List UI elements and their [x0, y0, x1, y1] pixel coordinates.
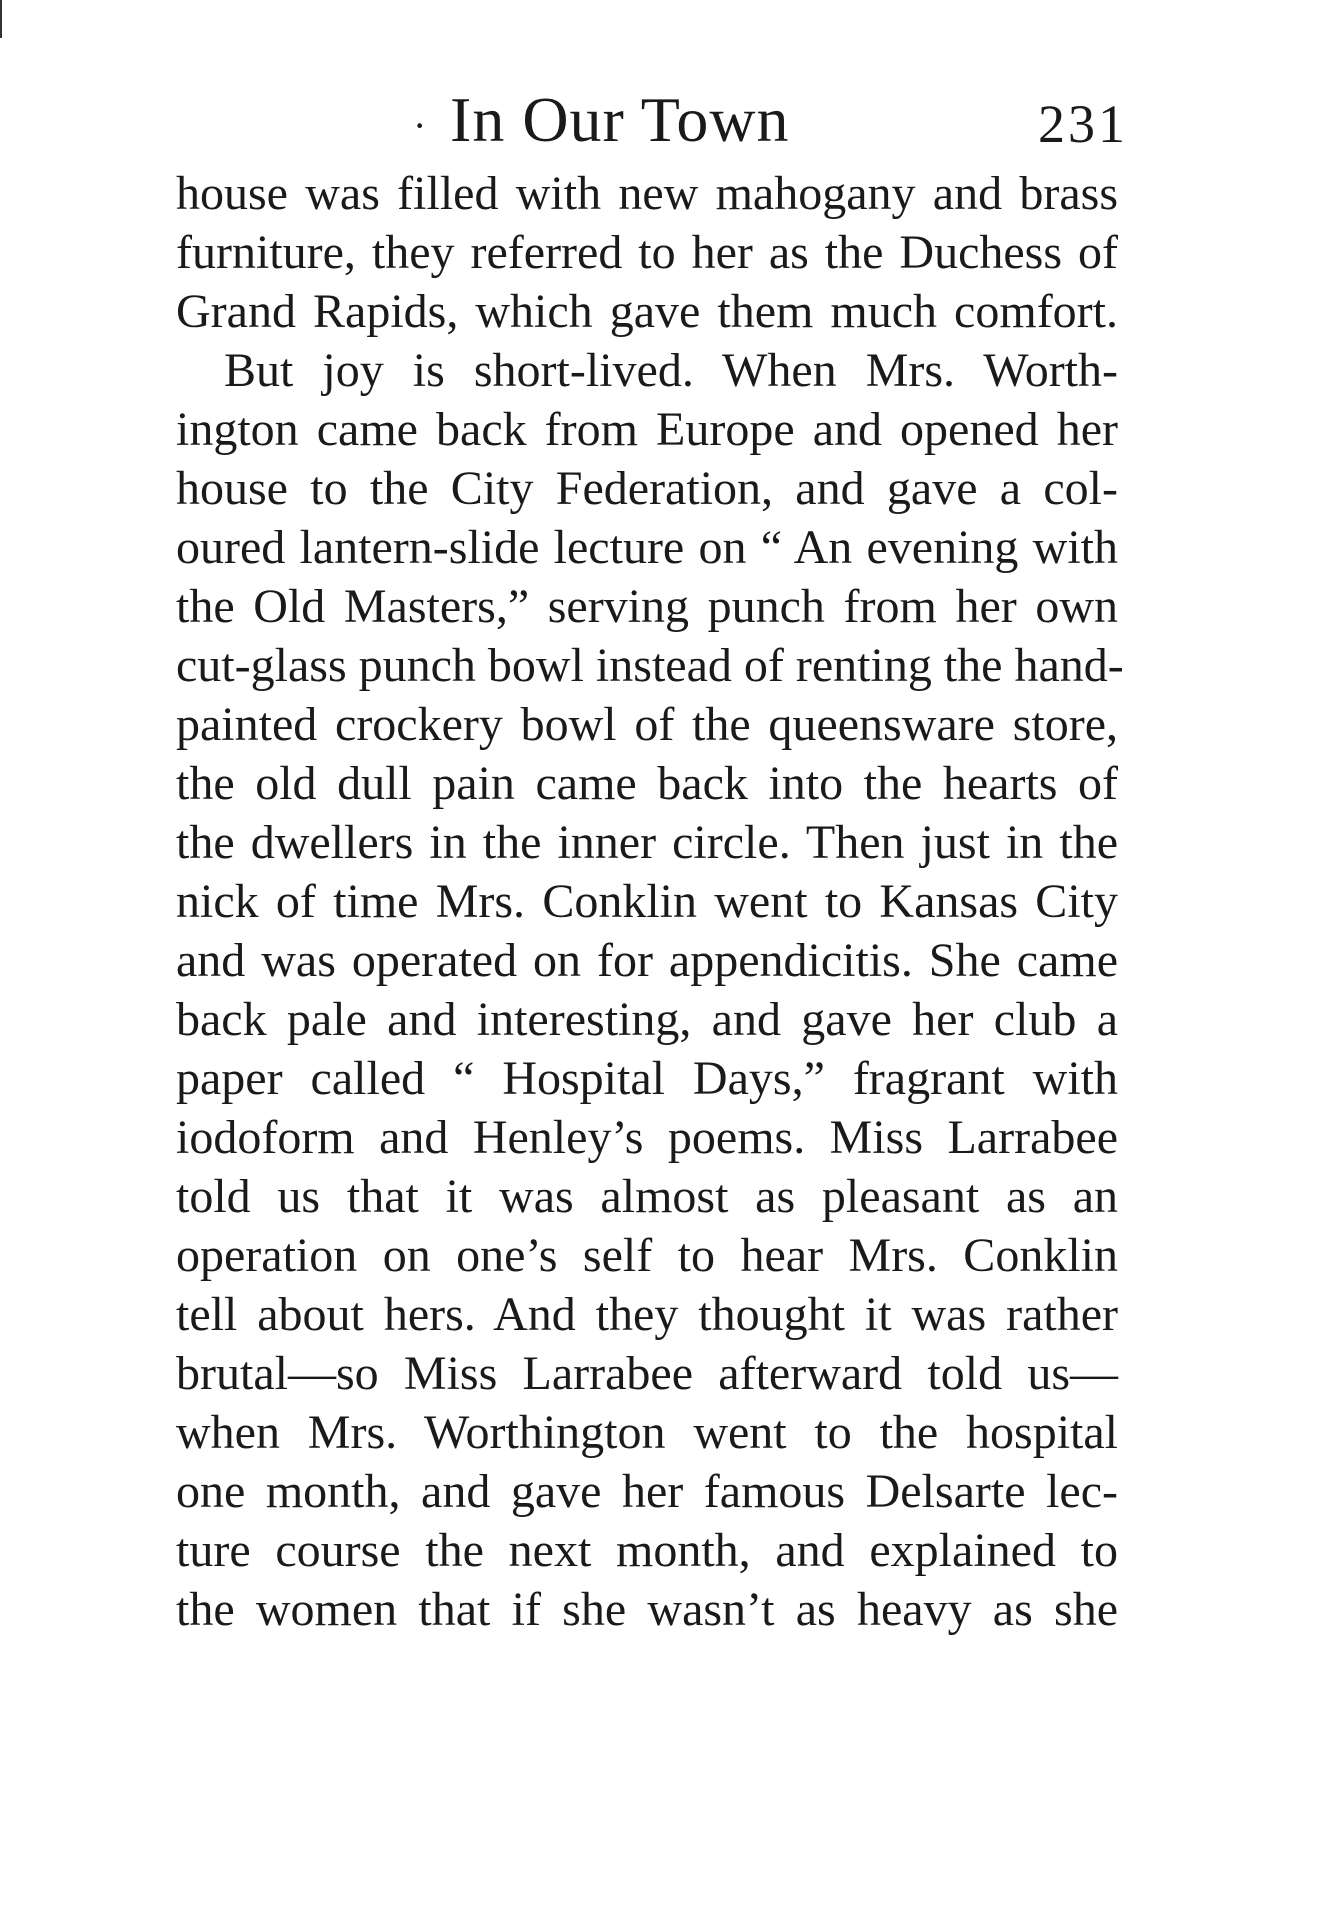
text-line: painted crockery bowl of the queensware store,: [176, 698, 1118, 751]
page-number: 231: [1038, 94, 1128, 154]
text-line: ture course the next month, and explained to: [176, 1524, 1118, 1577]
text-line: furniture, they referred to her as the Duchess of: [176, 226, 1118, 279]
text-line: one month, and gave her famous Delsarte lec-: [176, 1465, 1118, 1518]
text-line: oured lantern-slide lecture on “ An evening with: [176, 521, 1118, 574]
running-header: [410, 80, 1128, 160]
text-line: the old dull pain came back into the hearts of: [176, 757, 1118, 810]
text-line: the dwellers in the inner circle. Then just in the: [176, 816, 1118, 869]
running-title: In Our Town: [450, 84, 790, 155]
scan-edge-mark: [0, 0, 2, 38]
text-line: paper called “ Hospital Days,” fragrant with: [176, 1052, 1118, 1105]
body-text: [176, 164, 1124, 1639]
text-line: nick of time Mrs. Conklin went to Kansas City: [176, 875, 1118, 928]
text-line: operation on one’s self to hear Mrs. Conklin: [176, 1229, 1118, 1282]
text-line: brutal—so Miss Larrabee afterward told us—: [176, 1347, 1118, 1400]
text-line: when Mrs. Worthington went to the hospital: [176, 1406, 1118, 1459]
text-line: told us that it was almost as pleasant as an: [176, 1170, 1118, 1223]
text-line: and was operated on for appendicitis. She came: [176, 934, 1118, 987]
text-line: ington came back from Europe and opened her: [176, 403, 1118, 456]
text-line: the Old Masters,” serving punch from her own: [176, 580, 1118, 633]
text-line: house to the City Federation, and gave a col-: [176, 462, 1118, 515]
text-line: iodoform and Henley’s poems. Miss Larrabee: [176, 1111, 1118, 1164]
text-line: Grand Rapids, which gave them much comfort.: [176, 285, 1118, 338]
text-line: the women that if she wasn’t as heavy as she: [176, 1583, 1118, 1636]
text-line: tell about hers. And they thought it was rather: [176, 1288, 1118, 1341]
text-line: But joy is short-lived. When Mrs. Worth-: [224, 344, 1118, 397]
text-line: cut-glass punch bowl instead of renting the hand-: [176, 639, 1124, 692]
header-dot: ·: [413, 103, 427, 148]
text-line: back pale and interesting, and gave her club a: [176, 993, 1118, 1046]
text-line: house was filled with new mahogany and brass: [176, 167, 1118, 220]
